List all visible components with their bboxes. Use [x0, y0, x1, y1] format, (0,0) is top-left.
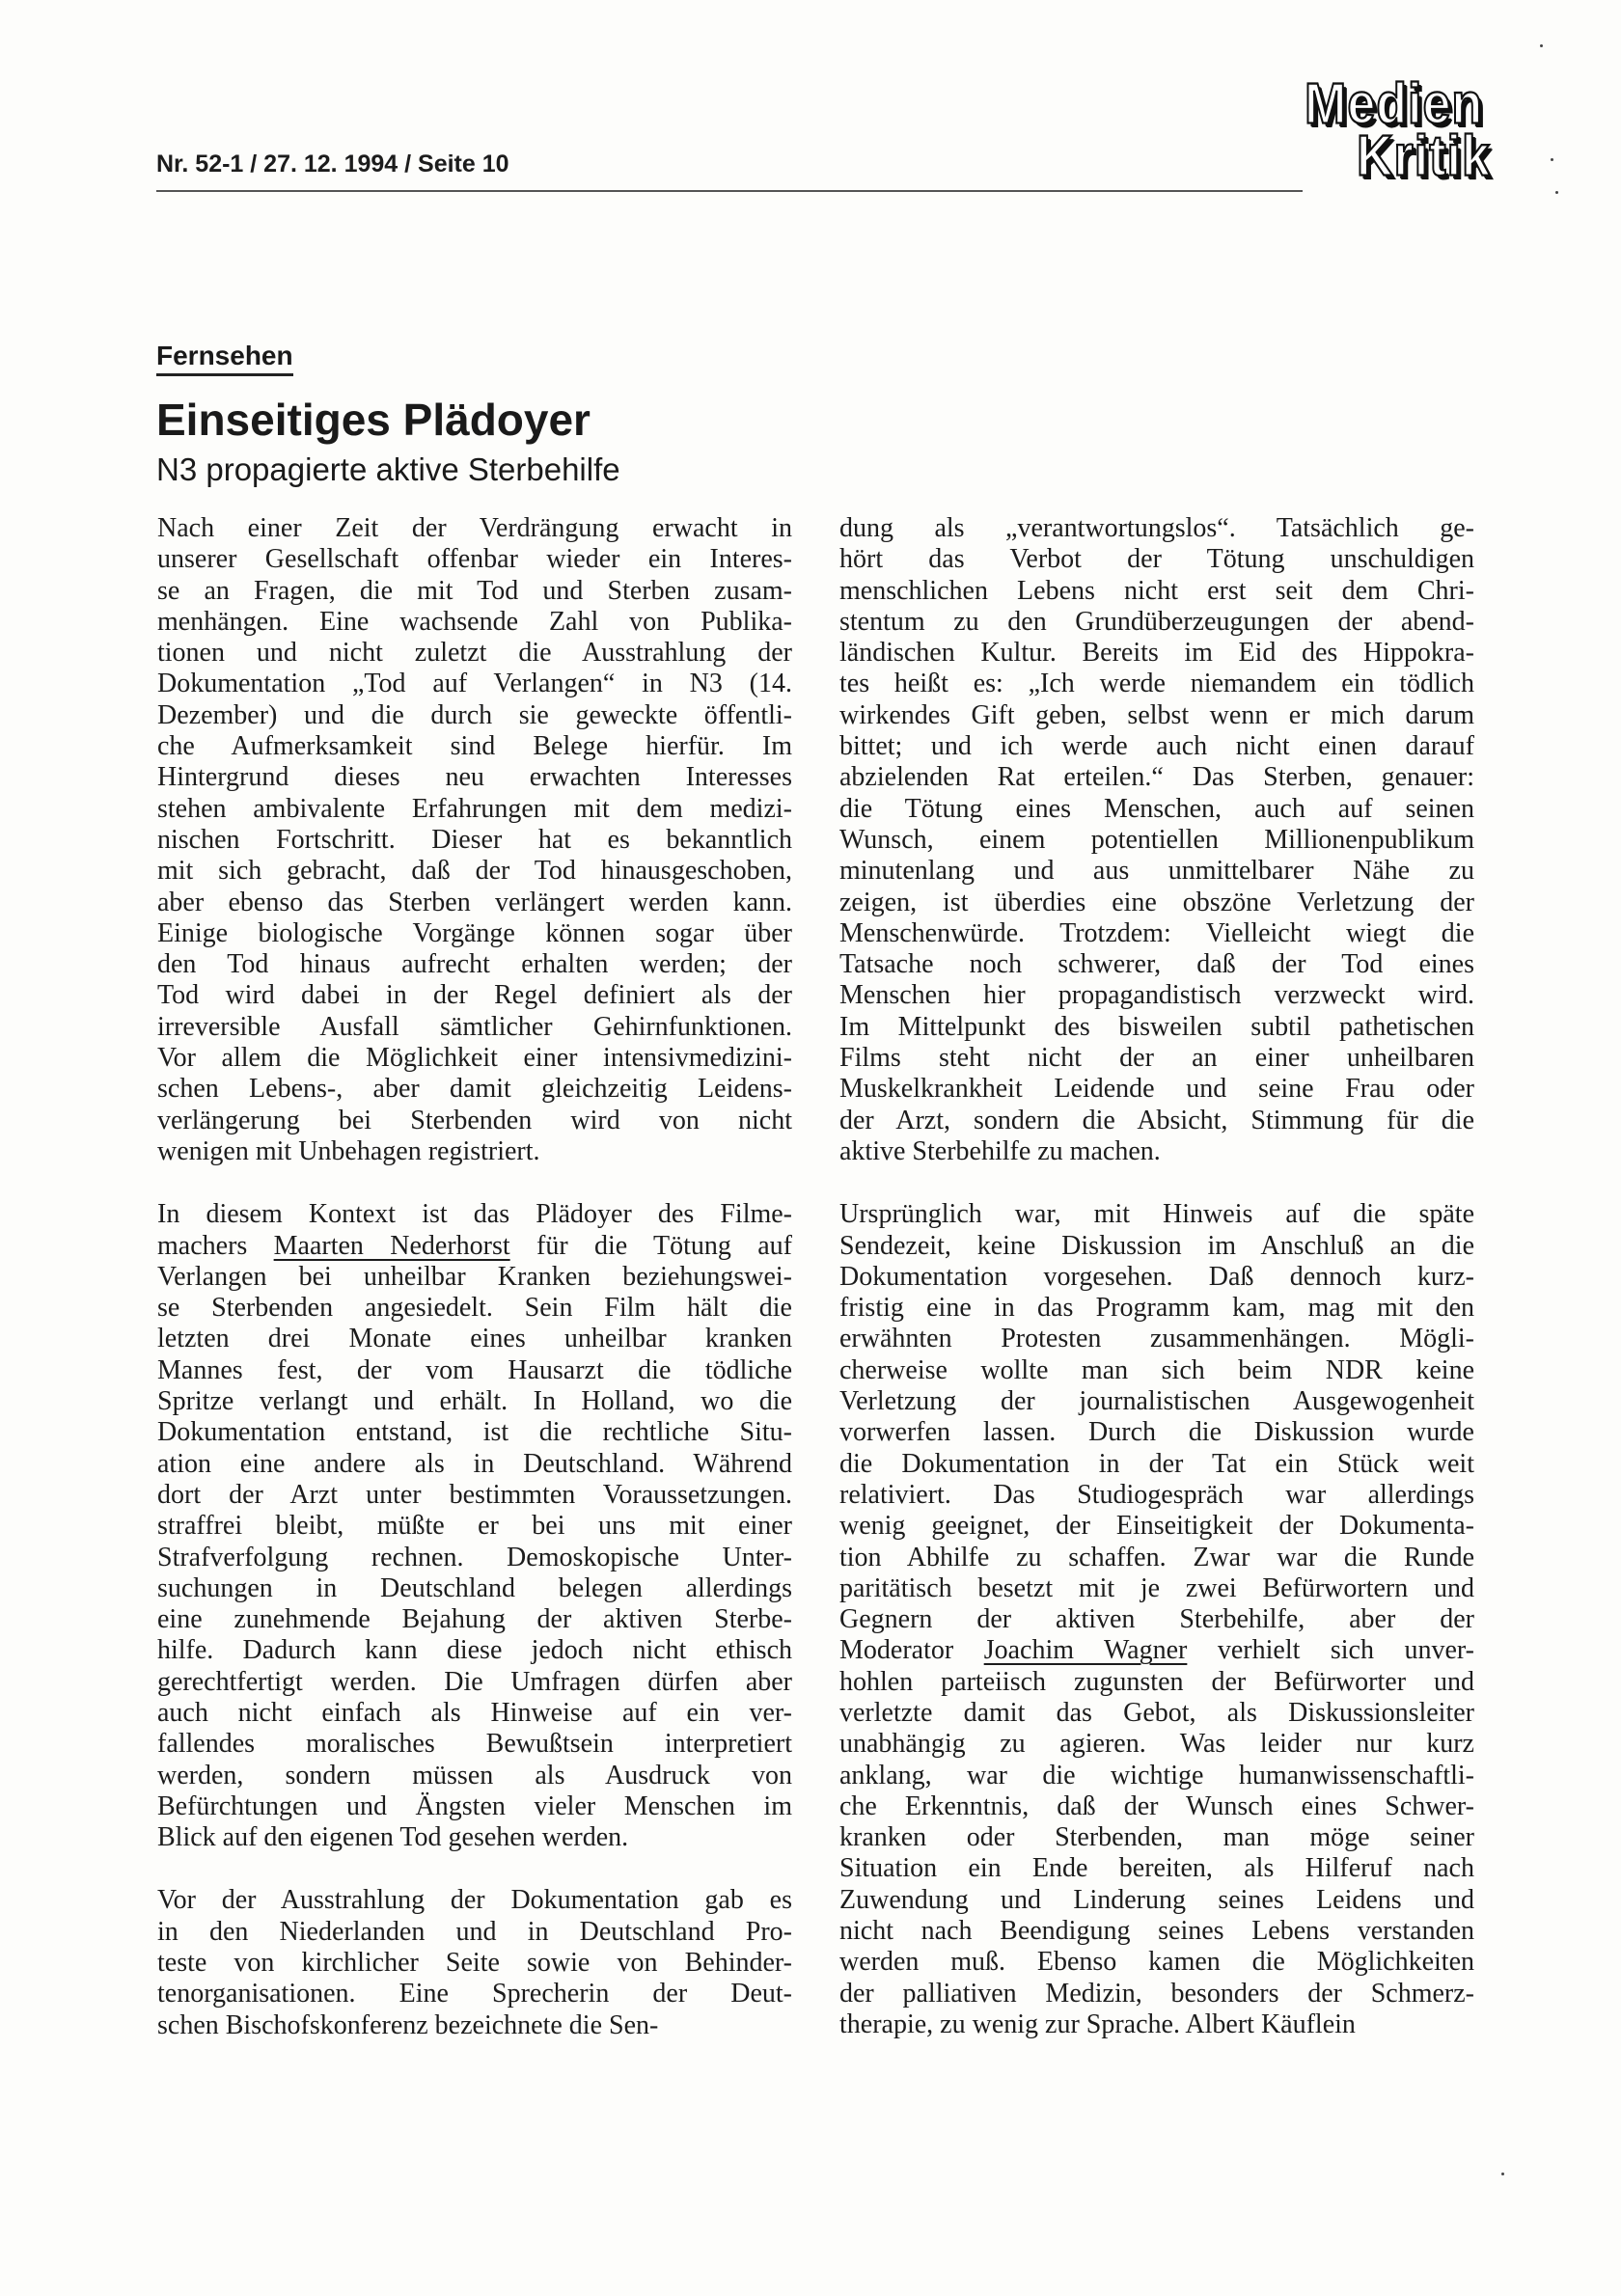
text-line: aber ebenso das Sterben verlängert werden kann.: [157, 887, 792, 917]
text-line: teste von kirchlicher Seite sowie von Behinder-: [157, 1948, 792, 1979]
text-line: den Tod hinaus aufrecht erhalten werden; der: [157, 949, 792, 980]
text-line: aktive Sterbehilfe zu machen.: [839, 1135, 1161, 1166]
text-line: Dokumentation entstand, ist die rechtliche Situ-: [157, 1417, 792, 1448]
text-line: cherweise wollte man sich beim NDR keine: [839, 1354, 1474, 1385]
text-line: hilfe. Dadurch kann diese jedoch nicht ethisch: [157, 1635, 792, 1666]
text-line: nicht nach Beendigung seines Lebens verstanden: [839, 1916, 1474, 1947]
text-line: verlängerung bei Sterbenden wird von nicht: [157, 1105, 792, 1135]
text-line: Zuwendung und Linderung seines Leidens und: [839, 1884, 1474, 1915]
text-line: ation eine andere als in Deutschland. Während: [157, 1448, 792, 1479]
text-line: Einige biologische Vorgänge können sogar über: [157, 917, 792, 948]
text-line: der palliativen Medizin, besonders der Schmerz-: [839, 1978, 1474, 2009]
scan-speck: [1551, 158, 1553, 161]
text-line: anklang, war die wichtige humanwissenschaftli-: [839, 1760, 1474, 1790]
text-line: vorwerfen lassen. Durch die Diskussion wurde: [839, 1417, 1474, 1448]
text-line: In diesem Kontext ist das Plädoyer des Filme-: [157, 1199, 792, 1230]
text-line: kranken oder Sterbenden, man möge seiner: [839, 1822, 1474, 1853]
text-line: straffrei bleibt, müßte er bei uns mit einer: [157, 1511, 792, 1542]
section-label: Fernsehen: [156, 341, 293, 376]
text-line: unabhängig zu agieren. Was leider nur kurz: [839, 1729, 1474, 1760]
text-line: tes heißt es: „Ich werde niemandem ein tödlich: [839, 669, 1474, 699]
text-line: in den Niederlanden und in Deutschland Pro-: [157, 1916, 792, 1947]
text-line: stentum zu den Grundüberzeugungen der abend-: [839, 606, 1474, 637]
underlined-name: Joachim Wagner: [983, 1635, 1188, 1666]
paragraph-gap: [839, 1167, 1474, 1199]
text-line: fallendes moralisches Bewußtsein interpretiert: [157, 1729, 792, 1760]
text-line: nischen Fortschritt. Dieser hat es bekanntlich: [157, 824, 792, 855]
text-line: Menschen hier propagandistisch verzweckt wird.: [839, 980, 1474, 1011]
scan-speck: [1540, 44, 1543, 47]
paragraph: [839, 1199, 1474, 2040]
issue-info: Nr. 52-1 / 27. 12. 1994 / Seite 10: [156, 150, 509, 178]
text-line: hohlen parteiisch zugunsten der Befürworter und: [839, 1666, 1474, 1697]
text-line: Dokumentation „Tod auf Verlangen“ in N3 (14.: [157, 669, 792, 699]
text-line: Wunsch, einem potentiellen Millionenpublikum: [839, 824, 1474, 855]
text-line: fristig eine in das Programm kam, mag mit den: [839, 1293, 1474, 1324]
text-line: letzten drei Monate eines unheilbar kranken: [157, 1324, 792, 1354]
text-line: zeigen, ist überdies eine obszöne Verletzung der: [839, 887, 1474, 917]
text-line: verletzte damit das Gebot, als Diskussionsleiter: [839, 1697, 1474, 1728]
text-line: tenorganisationen. Eine Sprecherin der Deut-: [157, 1979, 792, 2009]
text-line: eine zunehmende Bejahung der aktiven Sterbe-: [157, 1604, 792, 1635]
text-line: Spritze verlangt und erhält. In Holland, wo die: [157, 1386, 792, 1417]
text-line: ländischen Kultur. Bereits im Eid des Hippokra-: [839, 638, 1474, 669]
text-line: Ursprünglich war, mit Hinweis auf die späte: [839, 1199, 1474, 1230]
article-subtitle: N3 propagierte aktive Sterbehilfe: [156, 451, 620, 487]
underlined-name: Maarten Nederhorst: [273, 1230, 510, 1261]
text-line: werden muß. Ebenso kamen die Möglichkeiten: [839, 1947, 1474, 1978]
paragraph: [157, 513, 792, 1167]
left-column: [157, 513, 792, 2041]
text-line: dort der Arzt unter bestimmten Voraussetzungen.: [157, 1479, 792, 1510]
scan-speck: [1555, 191, 1558, 194]
text-line: Tod wird dabei in der Regel definiert als der: [157, 980, 792, 1011]
text-line: Nach einer Zeit der Verdrängung erwacht in: [157, 513, 792, 543]
text-line: Strafverfolgung rechnen. Demoskopische Unter-: [157, 1542, 792, 1572]
text-line: minutenlang und aus unmittelbarer Nähe zu: [839, 856, 1474, 887]
text-line: paritätisch besetzt mit je zwei Befürwortern und: [839, 1572, 1474, 1603]
text-line: Sendezeit, keine Diskussion im Anschluß an die: [839, 1230, 1474, 1261]
article-title: Einseitiges Plädoyer: [156, 395, 591, 445]
text-line: Dezember) und die durch sie geweckte öffentli-: [157, 699, 792, 730]
text-line: Menschenwürde. Trotzdem: Vielleicht wiegt die: [839, 917, 1474, 948]
paragraph: [157, 1885, 792, 2040]
text-line: schen Bischofskonferenz bezeichnete die Sen-: [157, 2009, 659, 2040]
paragraph-gap: [157, 1853, 792, 1885]
text-line: tion Abhilfe zu schaffen. Zwar war die Runde: [839, 1542, 1474, 1572]
text-line: hört das Verbot der Tötung unschuldigen: [839, 544, 1474, 575]
text-line: gerechtfertigt werden. Die Umfragen dürfen aber: [157, 1666, 792, 1697]
text-line: machers Maarten Nederhorst für die Tötung auf: [157, 1230, 792, 1261]
text-line: die Dokumentation in der Tat ein Stück weit: [839, 1448, 1474, 1479]
text-line: abzielenden Rat erteilen.“ Das Sterben, genauer:: [839, 762, 1474, 793]
text-line: se Sterbenden angesiedelt. Sein Film hält die: [157, 1293, 792, 1324]
text-line: wenig geeignet, der Einseitigkeit der Dokumenta-: [839, 1511, 1474, 1542]
text-line: Mannes fest, der vom Hausarzt die tödliche: [157, 1354, 792, 1385]
text-line: Verlangen bei unheilbar Kranken beziehungswei-: [157, 1261, 792, 1292]
logo-line-2: Kritik: [1357, 123, 1491, 189]
text-line: Moderator Joachim Wagner verhielt sich unver-: [839, 1635, 1474, 1666]
text-line: stehen ambivalente Erfahrungen mit dem medizi-: [157, 793, 792, 824]
text-line: irreversible Ausfall sämtlicher Gehirnfunktionen.: [157, 1011, 792, 1042]
text-line: Films steht nicht der an einer unheilbaren: [839, 1043, 1474, 1074]
text-line: mit sich gebracht, daß der Tod hinausgeschoben,: [157, 856, 792, 887]
medienkritik-logo: [1305, 71, 1491, 189]
text-line: Im Mittelpunkt des bisweilen subtil pathetischen: [839, 1011, 1474, 1042]
text-line: die Tötung eines Menschen, auch auf seinen: [839, 793, 1474, 824]
text-line: wenigen mit Unbehagen registriert.: [157, 1135, 540, 1166]
text-line: Muskelkrankheit Leidende und seine Frau oder: [839, 1074, 1474, 1105]
text-line: wirkendes Gift geben, selbst wenn er mich darum: [839, 699, 1474, 730]
text-line: Situation ein Ende bereiten, als Hilferuf nach: [839, 1853, 1474, 1884]
text-line: unserer Gesellschaft offenbar wieder ein Interes-: [157, 544, 792, 575]
text-line: Dokumentation vorgesehen. Daß dennoch kurz-: [839, 1261, 1474, 1292]
text-line: therapie, zu wenig zur Sprache. Albert Käuflein: [839, 2009, 1356, 2039]
text-line: che Aufmerksamkeit sind Belege hierfür. Im: [157, 731, 792, 762]
text-line: dung als „verantwortungslos“. Tatsächlich ge-: [839, 513, 1474, 543]
text-line: suchungen in Deutschland belegen allerdings: [157, 1572, 792, 1603]
right-column: [839, 513, 1474, 2040]
scan-speck: [1501, 2173, 1504, 2175]
text-line: tionen und nicht zuletzt die Ausstrahlung der: [157, 638, 792, 669]
text-line: erwähnten Protesten zusammenhängen. Mögli-: [839, 1324, 1474, 1354]
text-line: menschlichen Lebens nicht erst seit dem Chri-: [839, 575, 1474, 606]
text-line: Tatsache noch schwerer, daß der Tod eines: [839, 949, 1474, 980]
text-line: relativiert. Das Studiogespräch war allerdings: [839, 1479, 1474, 1510]
header-rule: [156, 190, 1303, 192]
text-line: schen Lebens-, aber damit gleichzeitig Leidens-: [157, 1074, 792, 1105]
text-line: Verletzung der journalistischen Ausgewogenheit: [839, 1386, 1474, 1417]
logo-line-1: Medien: [1305, 71, 1484, 137]
text-line: Befürchtungen und Ängsten vieler Menschen im: [157, 1790, 792, 1821]
paragraph: [839, 513, 1474, 1167]
text-line: Gegnern der aktiven Sterbehilfe, aber der: [839, 1604, 1474, 1635]
text-line: der Arzt, sondern die Absicht, Stimmung für die: [839, 1105, 1474, 1135]
text-line: auch nicht einfach als Hinweise auf ein ver-: [157, 1697, 792, 1728]
text-line: Hintergrund dieses neu erwachten Interesses: [157, 762, 792, 793]
text-line: bittet; und ich werde auch nicht einen darauf: [839, 731, 1474, 762]
text-line: menhängen. Eine wachsende Zahl von Publika-: [157, 606, 792, 637]
text-line: Vor allem die Möglichkeit einer intensivmedizini-: [157, 1043, 792, 1074]
text-line: werden, sondern müssen als Ausdruck von: [157, 1760, 792, 1790]
text-line: se an Fragen, die mit Tod und Sterben zusam-: [157, 575, 792, 606]
text-line: che Erkenntnis, daß der Wunsch eines Schwer-: [839, 1790, 1474, 1821]
text-line: Vor der Ausstrahlung der Dokumentation gab es: [157, 1885, 792, 1916]
paragraph: [157, 1199, 792, 1853]
paragraph-gap: [157, 1167, 792, 1199]
text-line: Blick auf den eigenen Tod gesehen werden.: [157, 1822, 629, 1853]
